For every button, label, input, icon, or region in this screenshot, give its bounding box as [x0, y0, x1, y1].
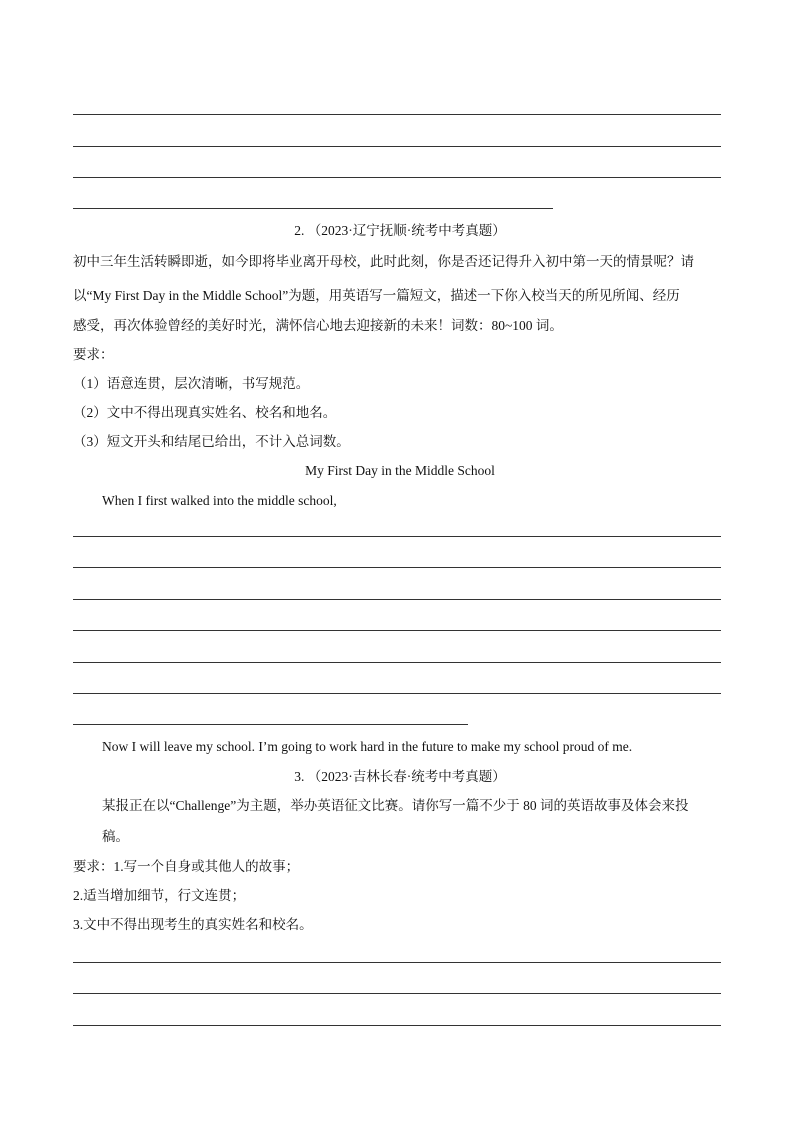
essay-title: My First Day in the Middle School — [305, 463, 495, 478]
answer-line — [73, 208, 553, 209]
question-2-prompt-line: 初中三年生活转瞬即逝，如今即将毕业离开母校，此时此刻，你是否还记得升入初中第一天的情景呢？请 — [73, 254, 694, 269]
question-3-requirement: 3.文中不得出现考生的真实姓名和校名。 — [73, 917, 313, 932]
question-3-prompt-line: 某报正在以“Challenge”为主题，举办英语征文比赛。请你写一篇不少于 80 词的英语故事及体会来投 — [102, 798, 689, 813]
answer-line — [73, 962, 721, 963]
answer-line — [73, 177, 721, 178]
answer-line — [73, 599, 721, 600]
answer-line — [73, 662, 721, 663]
question-3-requirement: 2.适当增加细节，行文连贯； — [73, 888, 246, 903]
question-2-requirement: （1）语意连贯，层次清晰，书写规范。 — [73, 376, 310, 391]
answer-line — [73, 536, 721, 537]
question-3-prompt-line: 稿。 — [102, 829, 129, 844]
question-3-requirement: 要求：1.写一个自身或其他人的故事； — [73, 859, 300, 874]
question-3-heading: 3. （2023·吉林长春·统考中考真题） — [294, 769, 506, 784]
question-2-requirement: （2）文中不得出现真实姓名、校名和地名。 — [73, 405, 337, 420]
essay-closing: Now I will leave my school. I’m going to work hard in the future to make my school proud of me. — [102, 739, 633, 754]
question-2-heading: 2. （2023·辽宁抚顺·统考中考真题） — [294, 223, 506, 238]
answer-line — [73, 114, 721, 115]
question-2-prompt-line: 感受，再次体验曾经的美好时光，满怀信心地去迎接新的未来！词数：80~100 词。 — [73, 318, 563, 333]
essay-opening: When I first walked into the middle school, — [102, 493, 337, 508]
answer-line — [73, 993, 721, 994]
answer-line — [73, 146, 721, 147]
answer-line — [73, 630, 721, 631]
answer-line — [73, 1025, 721, 1026]
answer-line — [73, 724, 468, 725]
question-2-prompt-line: 以“My First Day in the Middle School”为题，用英语写一篇短文，描述一下你入校当天的所见所闻、经历 — [73, 288, 680, 303]
answer-line — [73, 567, 721, 568]
answer-line — [73, 693, 721, 694]
question-2-requirement: （3）短文开头和结尾已给出，不计入总词数。 — [73, 434, 350, 449]
question-2-requirements-label: 要求： — [73, 347, 114, 362]
